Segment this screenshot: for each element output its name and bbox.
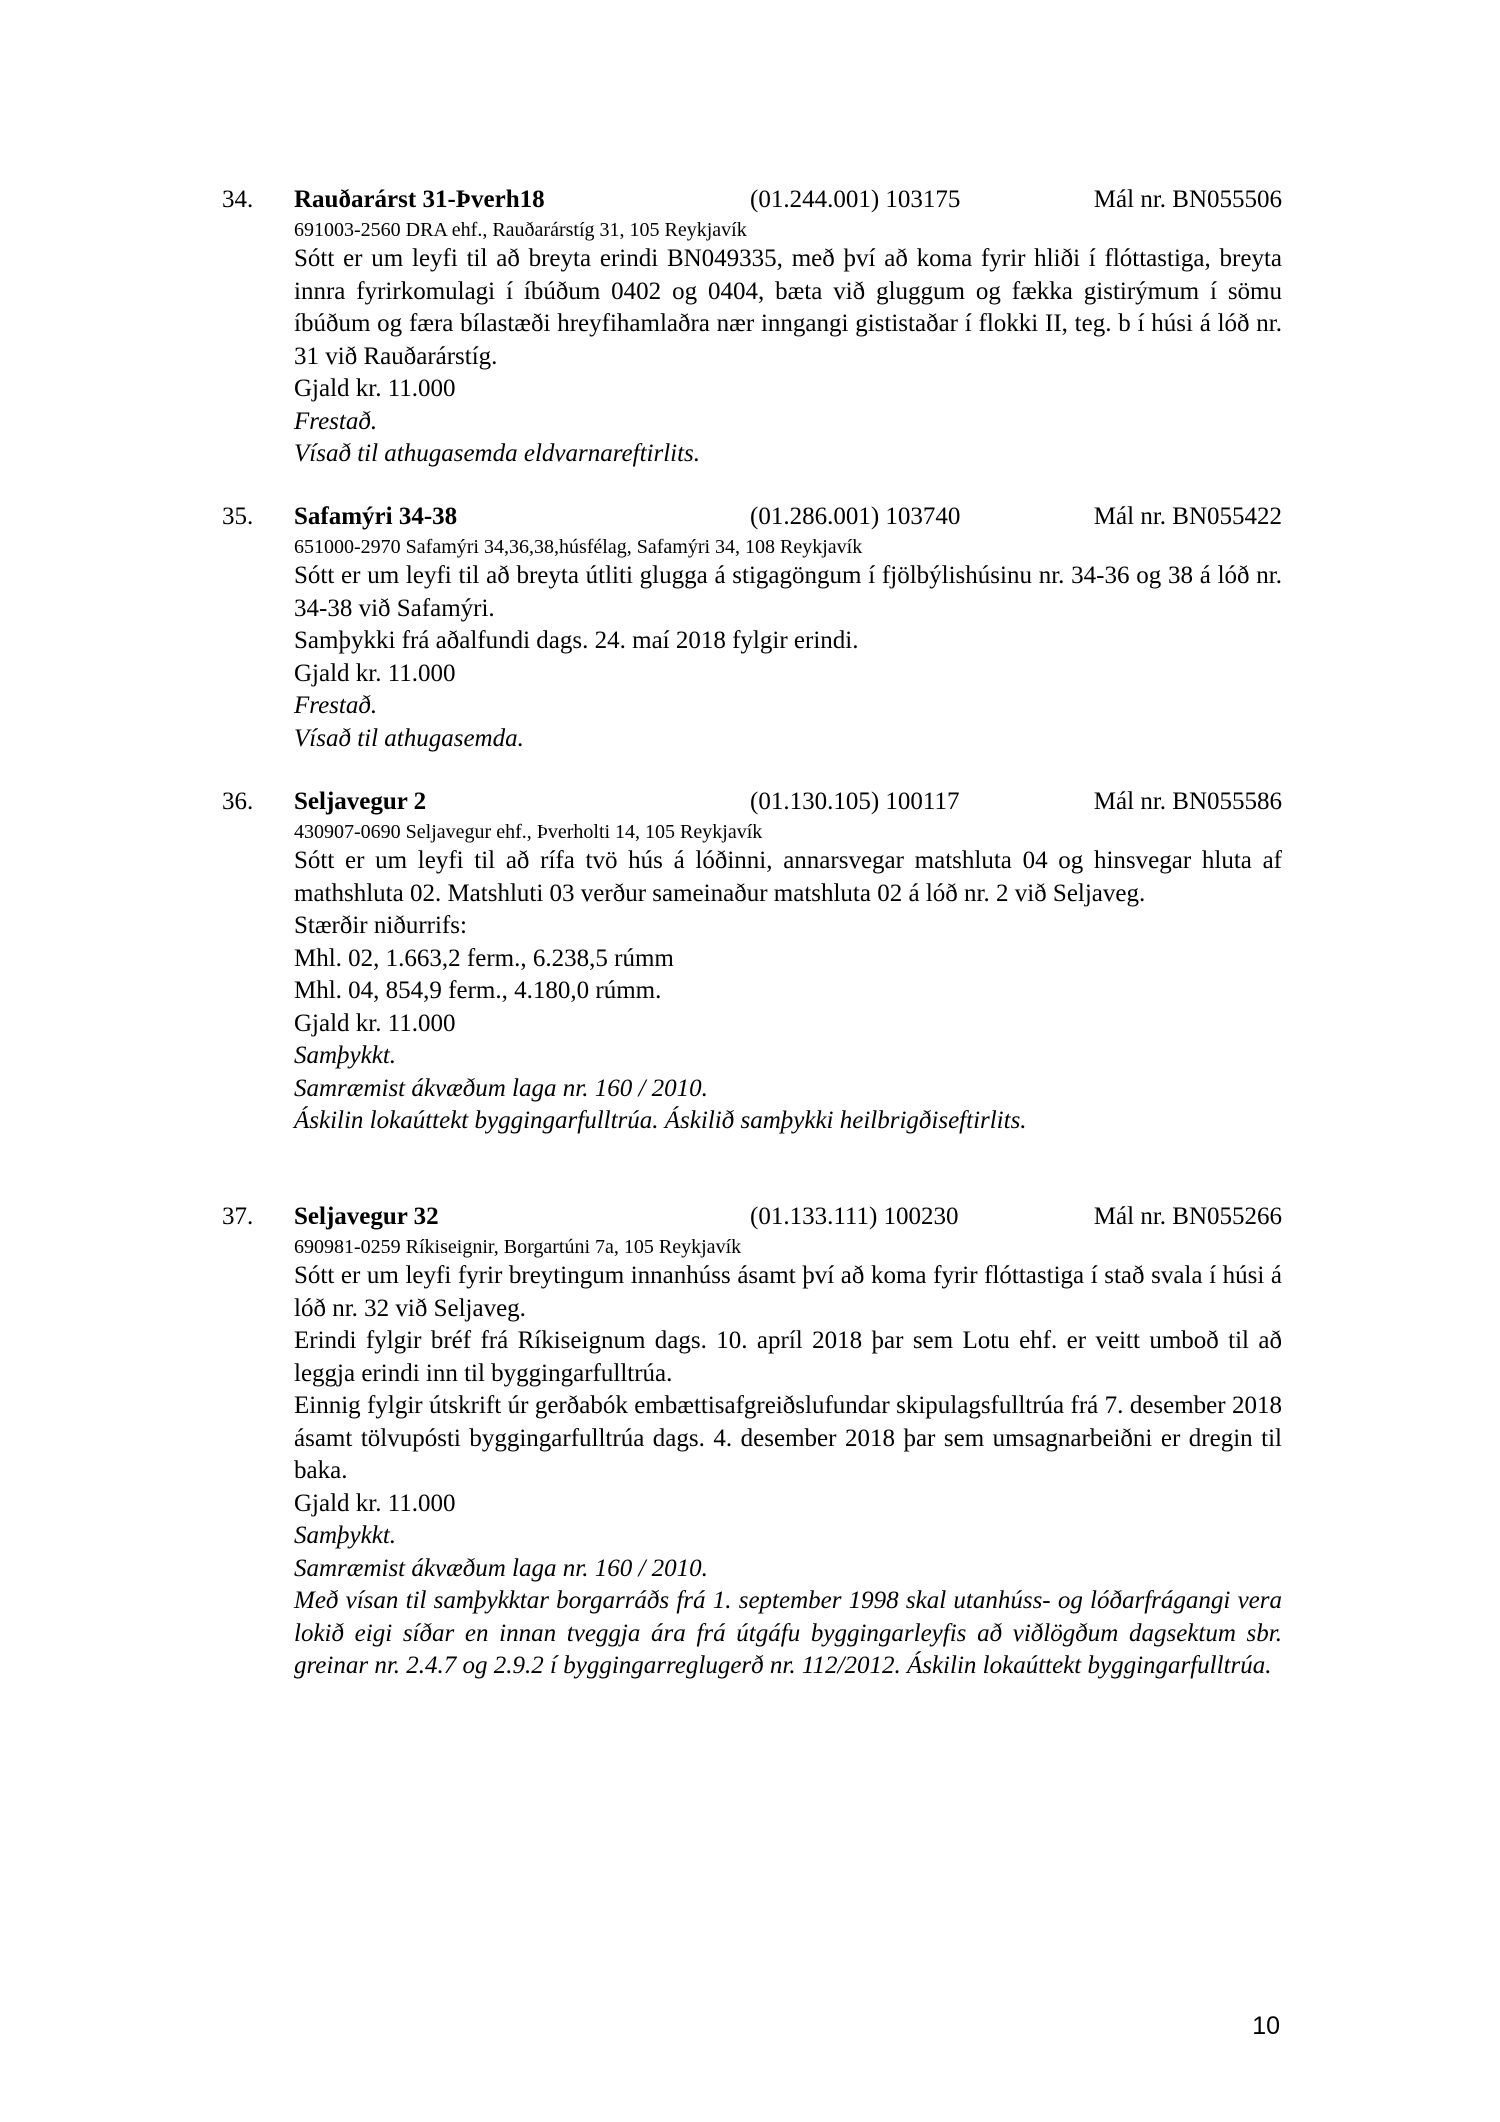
notes: Vísað til athugasemda. <box>294 724 524 752</box>
case-number: Mál nr. BN055506 <box>1093 186 1282 213</box>
owner-line: 691003-2560 DRA ehf., Rauðarárstíg 31, 105 Reykjavík <box>294 219 747 241</box>
decision: Frestað. <box>294 692 378 719</box>
case-number: Mál nr. BN055586 <box>1093 788 1282 815</box>
size-line: Mhl. 02, 1.663,2 ferm., 6.238,5 rúmm <box>294 944 674 972</box>
item-header <box>222 785 1282 819</box>
item-body <box>294 534 1282 755</box>
fee: Gjald kr. 11.000 <box>294 659 456 687</box>
decision: Samþykkt. <box>294 1042 397 1069</box>
item-number: 34. <box>222 186 254 213</box>
agenda-item-34 <box>222 183 1282 471</box>
item-address: Seljavegur 2 <box>294 788 427 815</box>
agenda-item-36 <box>222 785 1282 1138</box>
notes: Vísað til athugasemda eldvarnareftirlits. <box>294 440 701 467</box>
owner-line: 651000-2970 Safamýri 34,36,38,húsfélag, Safamýri 34, 108 Reykjavík <box>294 536 863 558</box>
item-header <box>222 1200 1282 1234</box>
extra-text: Einnig fylgir útskrift úr gerðabók embættisafgreiðslufundar skipulagsfulltrúa frá 7. desember 2018 ásamt tölvupósti byggingarfulltrúa dags. 4. desember 2018 þar sem umsagnarbeiðni er dregin til baka. <box>294 1392 1282 1484</box>
description: Sótt er um leyfi fyrir breytingum innanhúss ásamt því að koma fyrir flóttastiga í stað svala í húsi á lóð nr. 32 við Seljaveg. <box>294 1262 1282 1322</box>
item-number: 35. <box>222 503 254 530</box>
item-body <box>294 1234 1282 1683</box>
item-body <box>294 819 1282 1138</box>
owner-line: 430907-0690 Seljavegur ehf., Þverholti 14, 105 Reykjavík <box>294 821 763 843</box>
land-id: (01.130.105) 100117 <box>750 788 960 815</box>
agenda-item-35 <box>222 500 1282 755</box>
notes: Áskilin lokaúttekt byggingarfulltrúa. Áskilið samþykki heilbrigðiseftirlits. <box>294 1107 1027 1134</box>
extra-text: Erindi fylgir bréf frá Ríkiseignum dags. 10. apríl 2018 þar sem Lotu ehf. er veitt umboð til að leggja erindi inn til byggingarfulltrúa. <box>294 1327 1282 1387</box>
decision: Frestað. <box>294 407 378 435</box>
land-id: (01.133.111) 100230 <box>750 1203 959 1230</box>
item-body <box>294 217 1282 471</box>
case-number: Mál nr. BN055266 <box>1093 1203 1282 1230</box>
owner-line: 690981-0259 Ríkiseignir, Borgartúni 7a, 105 Reykjavík <box>294 1236 742 1258</box>
fee: Gjald kr. 11.000 <box>294 1489 456 1517</box>
item-header <box>222 183 1282 217</box>
page-number: 10 <box>1252 2012 1280 2040</box>
item-number: 36. <box>222 788 254 815</box>
size-line: Mhl. 04, 854,9 ferm., 4.180,0 rúmm. <box>294 977 662 1004</box>
description: Sótt er um leyfi til að breyta útliti glugga á stigagöngum í fjölbýlishúsinu nr. 34-36 og 38 á lóð nr. 34-38 við Safamýri. <box>294 562 1282 622</box>
item-number: 37. <box>222 1203 254 1230</box>
case-number: Mál nr. BN055422 <box>1093 503 1282 530</box>
description: Sótt er um leyfi til að rífa tvö hús á lóðinni, annarsvegar matshluta 04 og hinsvegar hluta af mathshluta 02. Matshluti 03 verður sameinaður matshluta 02 á lóð nr. 2 við Seljaveg. <box>294 847 1282 907</box>
land-id: (01.286.001) 103740 <box>750 503 961 530</box>
sizes-label: Stærðir niðurrifs: <box>294 912 467 939</box>
law-reference: Samræmist ákvæðum laga nr. 160 / 2010. <box>294 1554 708 1582</box>
law-reference: Samræmist ákvæðum laga nr. 160 / 2010. <box>294 1074 708 1102</box>
decision: Samþykkt. <box>294 1522 397 1549</box>
land-id: (01.244.001) 103175 <box>750 186 961 213</box>
notes: Með vísan til samþykktar borgarráðs frá 1. september 1998 skal utanhúss- og lóðarfrágangi vera lokið eigi síðar en innan tveggja ára frá útgáfu byggingarleyfis að viðlögðum dagsektum sbr. greinar nr. 2.4.7 og 2.9.2 í byggingarreglugerð nr. 112/2012. Áskilin lokaúttekt byggingarfulltrúa. <box>294 1587 1282 1679</box>
item-address: Safamýri 34-38 <box>294 503 458 530</box>
fee: Gjald kr. 11.000 <box>294 1009 456 1037</box>
extra-text: Samþykki frá aðalfundi dags. 24. maí 2018 fylgir erindi. <box>294 627 859 654</box>
item-address: Rauðarárst 31-Þverh18 <box>294 186 545 213</box>
item-header <box>222 500 1282 534</box>
item-address: Seljavegur 32 <box>294 1203 439 1230</box>
fee: Gjald kr. 11.000 <box>294 375 456 402</box>
description: Sótt er um leyfi til að breyta erindi BN049335, með því að koma fyrir hliði í flóttastiga, breyta innra fyrirkomulagi í íbúðum 0402 og 0404, bæta við gluggum og fækka gistirýmum í sömu íbúðum og færa bílastæði hreyfihamlaðra nær inngangi gististaðar í flokki II, teg. b í húsi á lóð nr. 31 við Rauðarárstíg. <box>294 245 1282 370</box>
agenda-item-37 <box>222 1200 1282 1683</box>
